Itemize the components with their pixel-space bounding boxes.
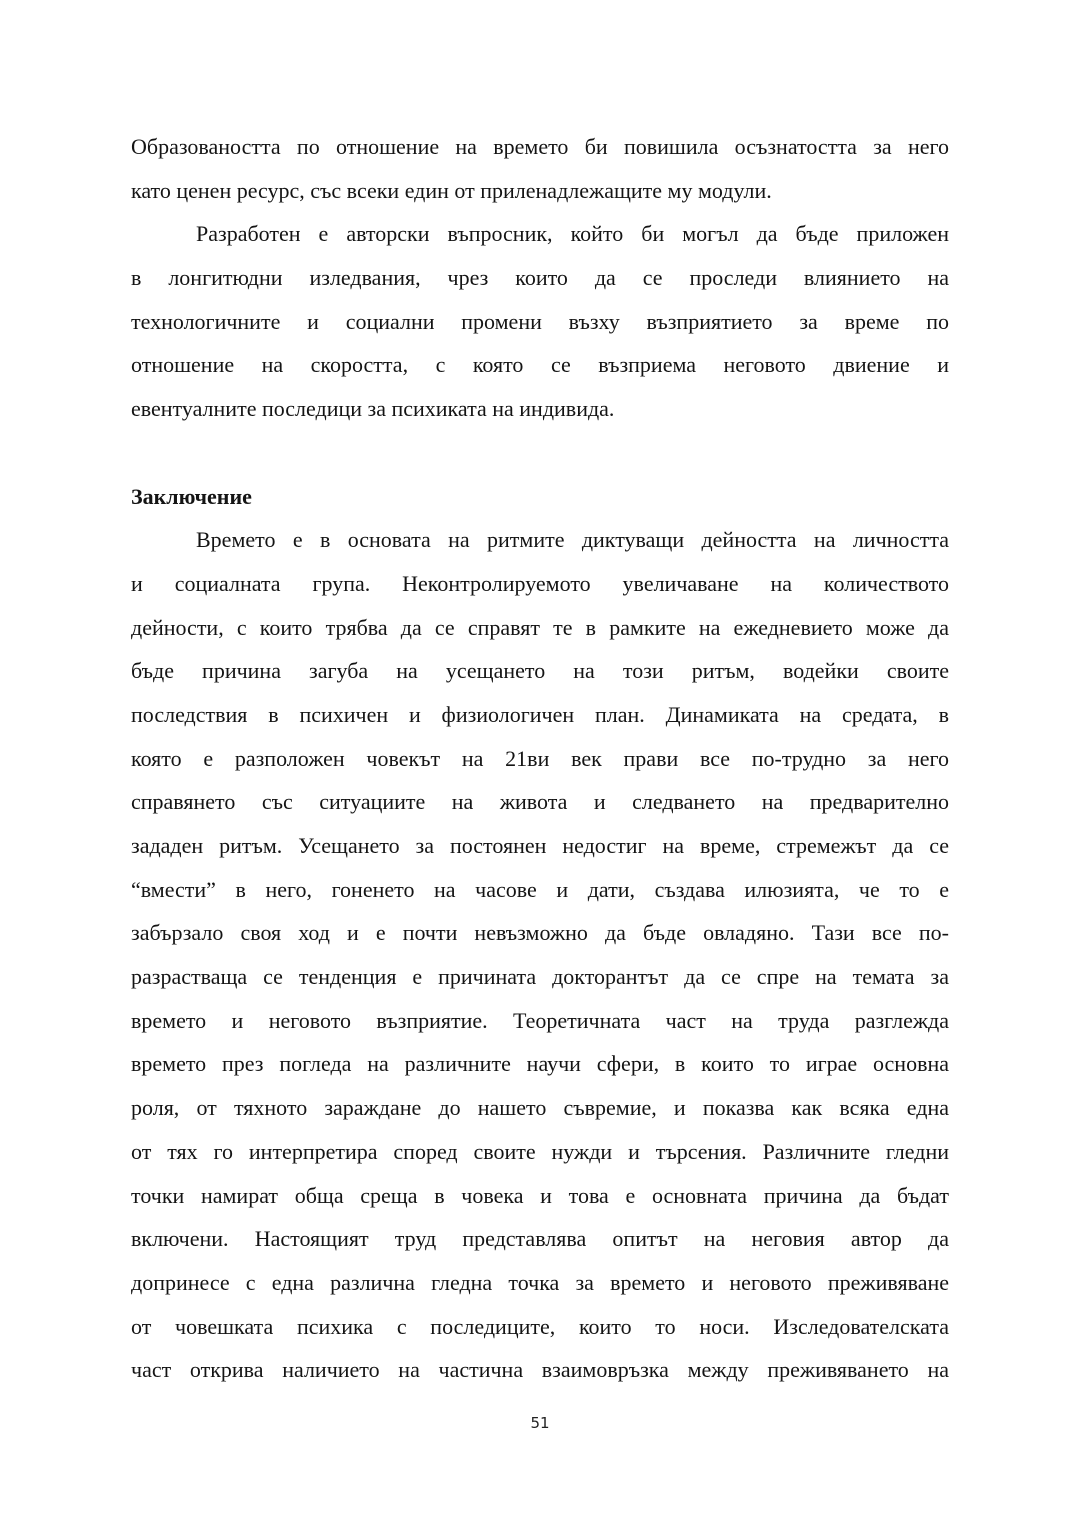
text-line: Разработен е авторски въпросник, който би могъл да бъде приложен <box>196 221 949 247</box>
text-line: забързало своя ход и е почти невъзможно да бъде овладяно. Тази все по- <box>131 920 949 946</box>
text-line: в лонгитюдни изледвания, чрез които да се проследи влиянието на <box>131 265 949 291</box>
text-line: Времето е в основата на ритмите диктуващи дейността на личността <box>196 527 949 553</box>
text-line: разрастваща се тенденция е причината докторантът да се спре на темата за <box>131 964 949 990</box>
text-line: включени. Настоящият труд представлява опитът на неговия автор да <box>131 1226 949 1252</box>
text-line: времето през погледа на различните научи сфери, в които то играе основна <box>131 1051 949 1077</box>
paragraph-1 <box>131 125 949 212</box>
text-line: бъде причина загуба на усещането на този ритъм, водейки своите <box>131 658 949 684</box>
paragraph-2 <box>131 212 949 430</box>
text-line: от тях го интерпретира според своите нужди и търсения. Различните гледни <box>131 1138 949 1164</box>
text-line: отношение на скоростта, с която се възприема неговото двиение и <box>131 352 949 378</box>
text-line: справянето със ситуациите на живота и следването на предварително <box>131 789 949 815</box>
text-line: дейности, с които трябва да се справят те в рамките на ежедневието може да <box>131 614 949 640</box>
text-line: роля, от тяхното зараждане до нашето съвремие, и показва как всяка една <box>131 1095 949 1121</box>
text-line: Образоваността по отношение на времето би повишила осъзнатостта за него <box>131 134 949 159</box>
section-spacer <box>131 431 949 475</box>
text-line: част открива наличието на частична взаимовръзка между преживяването на <box>131 1357 949 1383</box>
text-line: точки намират обща среща в човека и това е основната причина да бъдат <box>131 1182 949 1208</box>
text-line: “вмести” в него, гоненето на часове и дати, създава илюзията, че то е <box>131 876 949 902</box>
text-line: допринесе с една различна гледна точка за времето и неговото преживяване <box>131 1269 949 1295</box>
text-line: времето и неговото възприятие. Теоретичната част на труда разглежда <box>131 1007 949 1033</box>
text-line: зададен ритъм. Усещането за постоянен недостиг на време, стремежът да се <box>131 833 949 858</box>
page-body <box>131 125 949 1392</box>
section-heading: Заключение <box>131 483 252 509</box>
text-line: като ценен ресурс, със всеки един от приленадлежащите му модули. <box>131 177 772 203</box>
text-line: която е разположен човекът на 21ви век прави все по-трудно за него <box>131 745 949 771</box>
conclusion-paragraph <box>131 518 949 1392</box>
text-line: евентуалните последици за психиката на индивида. <box>131 396 615 422</box>
page-number: 51 <box>530 1414 550 1432</box>
text-line: последствия в психичен и физиологичен план. Динамиката на средата, в <box>131 701 949 727</box>
text-line: и социалната група. Неконтролируемото увеличаване на количеството <box>131 570 949 596</box>
text-line: от човешката психика с последиците, които то носи. Изследователската <box>131 1313 949 1339</box>
text-line: технологичните и социални промени възху възприятието за време по <box>131 308 949 334</box>
